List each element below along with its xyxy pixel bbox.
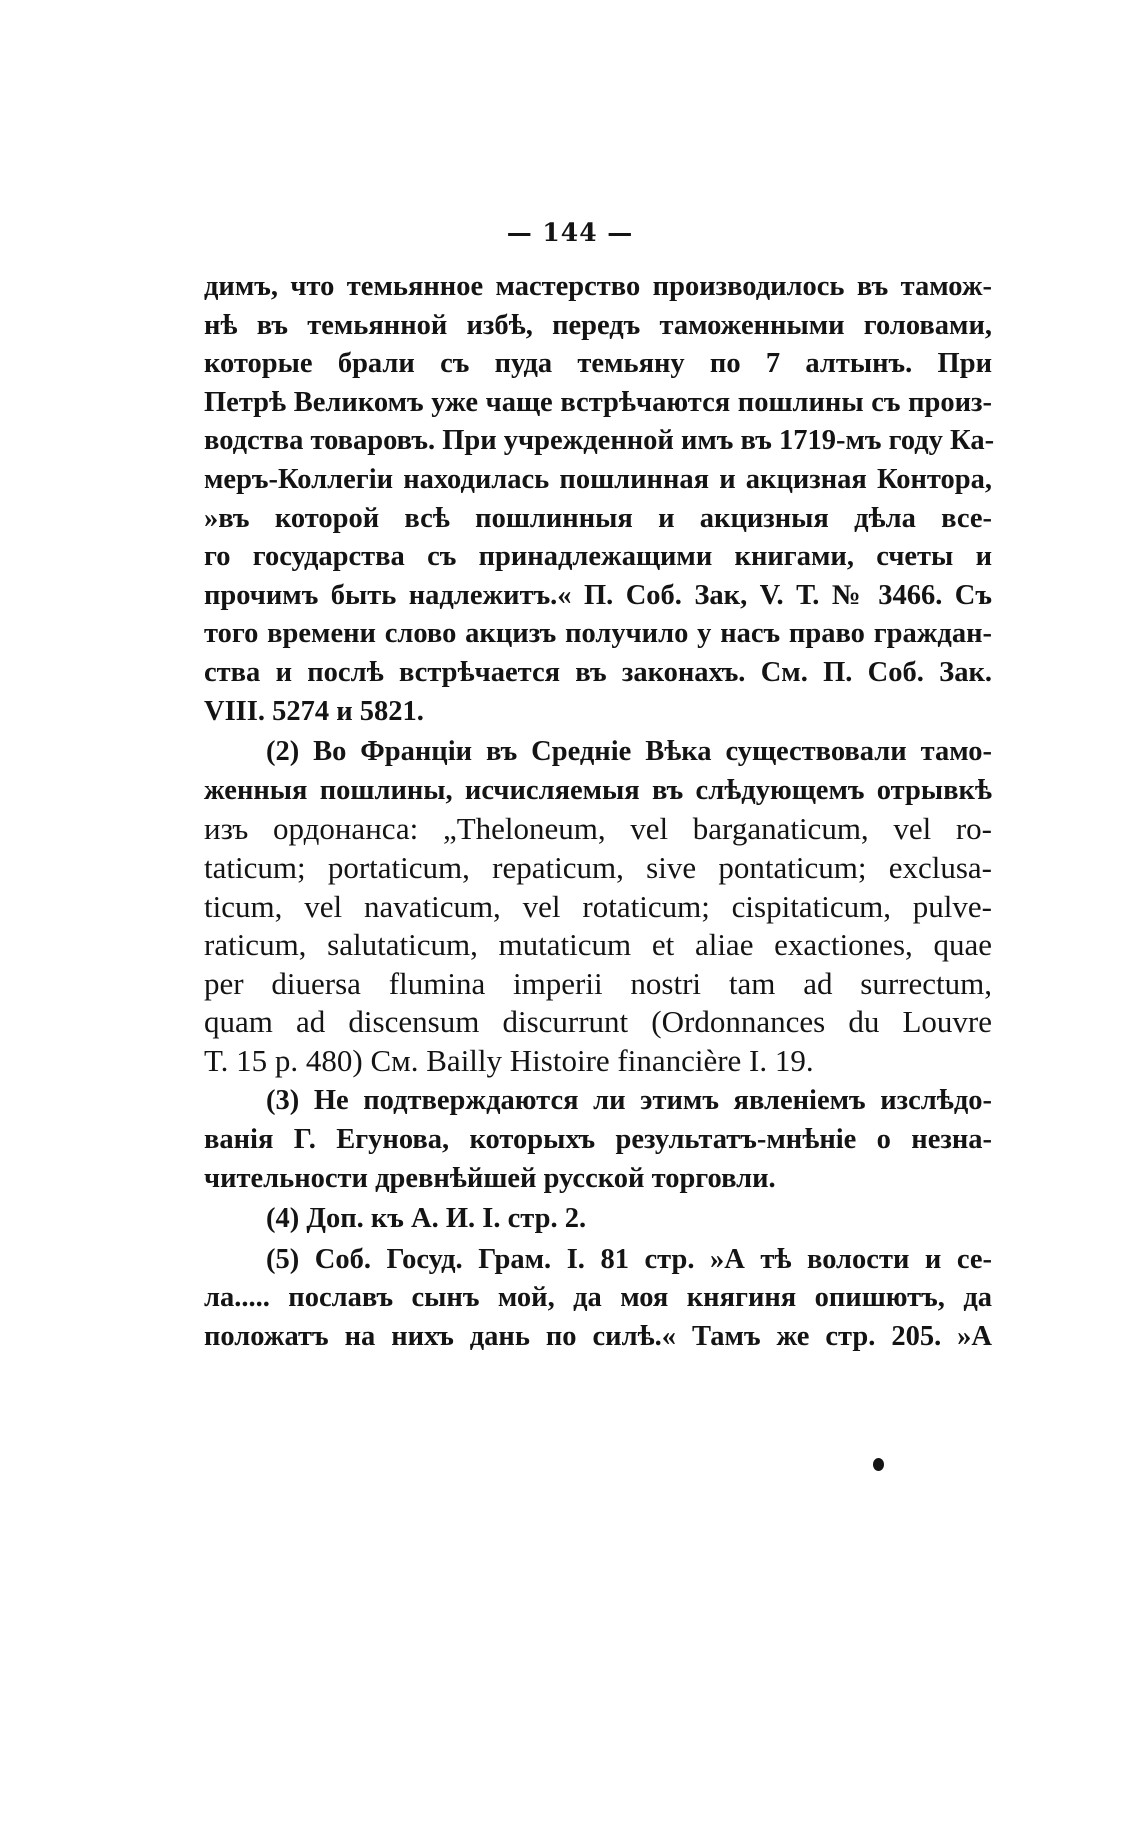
body-text [204, 268, 995, 1357]
text-line: T. 15 p. 480) См. Bailly Histoire financière I. 19. [204, 1042, 814, 1078]
text-line: го государства съ принадлежащими книгами, счеты и [204, 541, 992, 573]
text-line: (5) Соб. Госуд. Грам. I. 81 стр. »А тѣ волости и се- [266, 1243, 992, 1275]
ink-spot [873, 1458, 884, 1471]
text-line: quam ad discensum discurrunt (Ordonnances du Louvre [204, 1004, 992, 1040]
text-line: VIII. 5274 и 5821. [204, 695, 424, 727]
text-line: ства и послѣ встрѣчается въ законахъ. См. П. Соб. Зак. [204, 656, 992, 688]
text-line: женныя пошлины, исчисляемыя въ слѣдующемъ отрывкѣ [204, 774, 992, 806]
text-line: (2) Во Франціи въ Средніе Вѣка существовали тамо- [266, 736, 992, 768]
text-line: нѣ въ темьянной избѣ, передъ таможенными головами, [204, 309, 992, 341]
page-number: — 144 — [506, 218, 634, 247]
text-line: чительности древнѣйшей русской торговли. [204, 1162, 776, 1194]
text-line: которые брали съ пуда темьяну по 7 алтынъ. При [204, 348, 992, 380]
text-line: »въ которой всѣ пошлинныя и акцизныя дѣла все- [204, 502, 992, 534]
text-line: per diuersa flumina imperii nostri tam ad surrectum, [204, 965, 992, 1001]
text-line: ла..... пославъ сынъ мой, да моя княгиня опишютъ, да [204, 1282, 992, 1314]
text-line: Петрѣ Великомъ уже чаще встрѣчаются пошлины съ произ- [204, 386, 992, 418]
text-line: изъ ордонанса: „Theloneum, vel barganaticum, vel ro- [204, 811, 992, 847]
text-line: прочимъ быть надлежитъ.« П. Соб. Зак, V. Т. № 3466. Съ [204, 579, 992, 611]
text-line: того времени слово акцизъ получило у насъ право граждан- [204, 618, 992, 650]
text-line: (4) Доп. къ А. И. I. стр. 2. [266, 1203, 587, 1235]
text-line: ticum, vel navaticum, vel rotaticum; cispitaticum, pulve- [204, 888, 992, 924]
text-line: raticum, salutaticum, mutaticum et aliae exactiones, quae [204, 927, 992, 963]
text-line: димъ, что темьянное мастерство производилось въ тамож- [204, 271, 992, 302]
text-line: (3) Не подтверждаются ли этимъ явленіемъ изслѣдо- [266, 1085, 992, 1117]
text-line: меръ-Коллегіи находилась пошлинная и акцизная Контора, [204, 463, 992, 495]
text-line: положатъ на нихъ дань по силѣ.« Тамъ же стр. 205. »А [204, 1321, 992, 1353]
text-line: ванія Г. Егунова, которыхъ результатъ-мнѣніе о незна- [204, 1124, 992, 1156]
text-line: водства товаровъ. При учрежденной имъ въ 1719-мъ году Ка- [204, 425, 995, 457]
text-line: taticum; portaticum, repaticum, sive pontaticum; exclusa- [204, 849, 992, 885]
